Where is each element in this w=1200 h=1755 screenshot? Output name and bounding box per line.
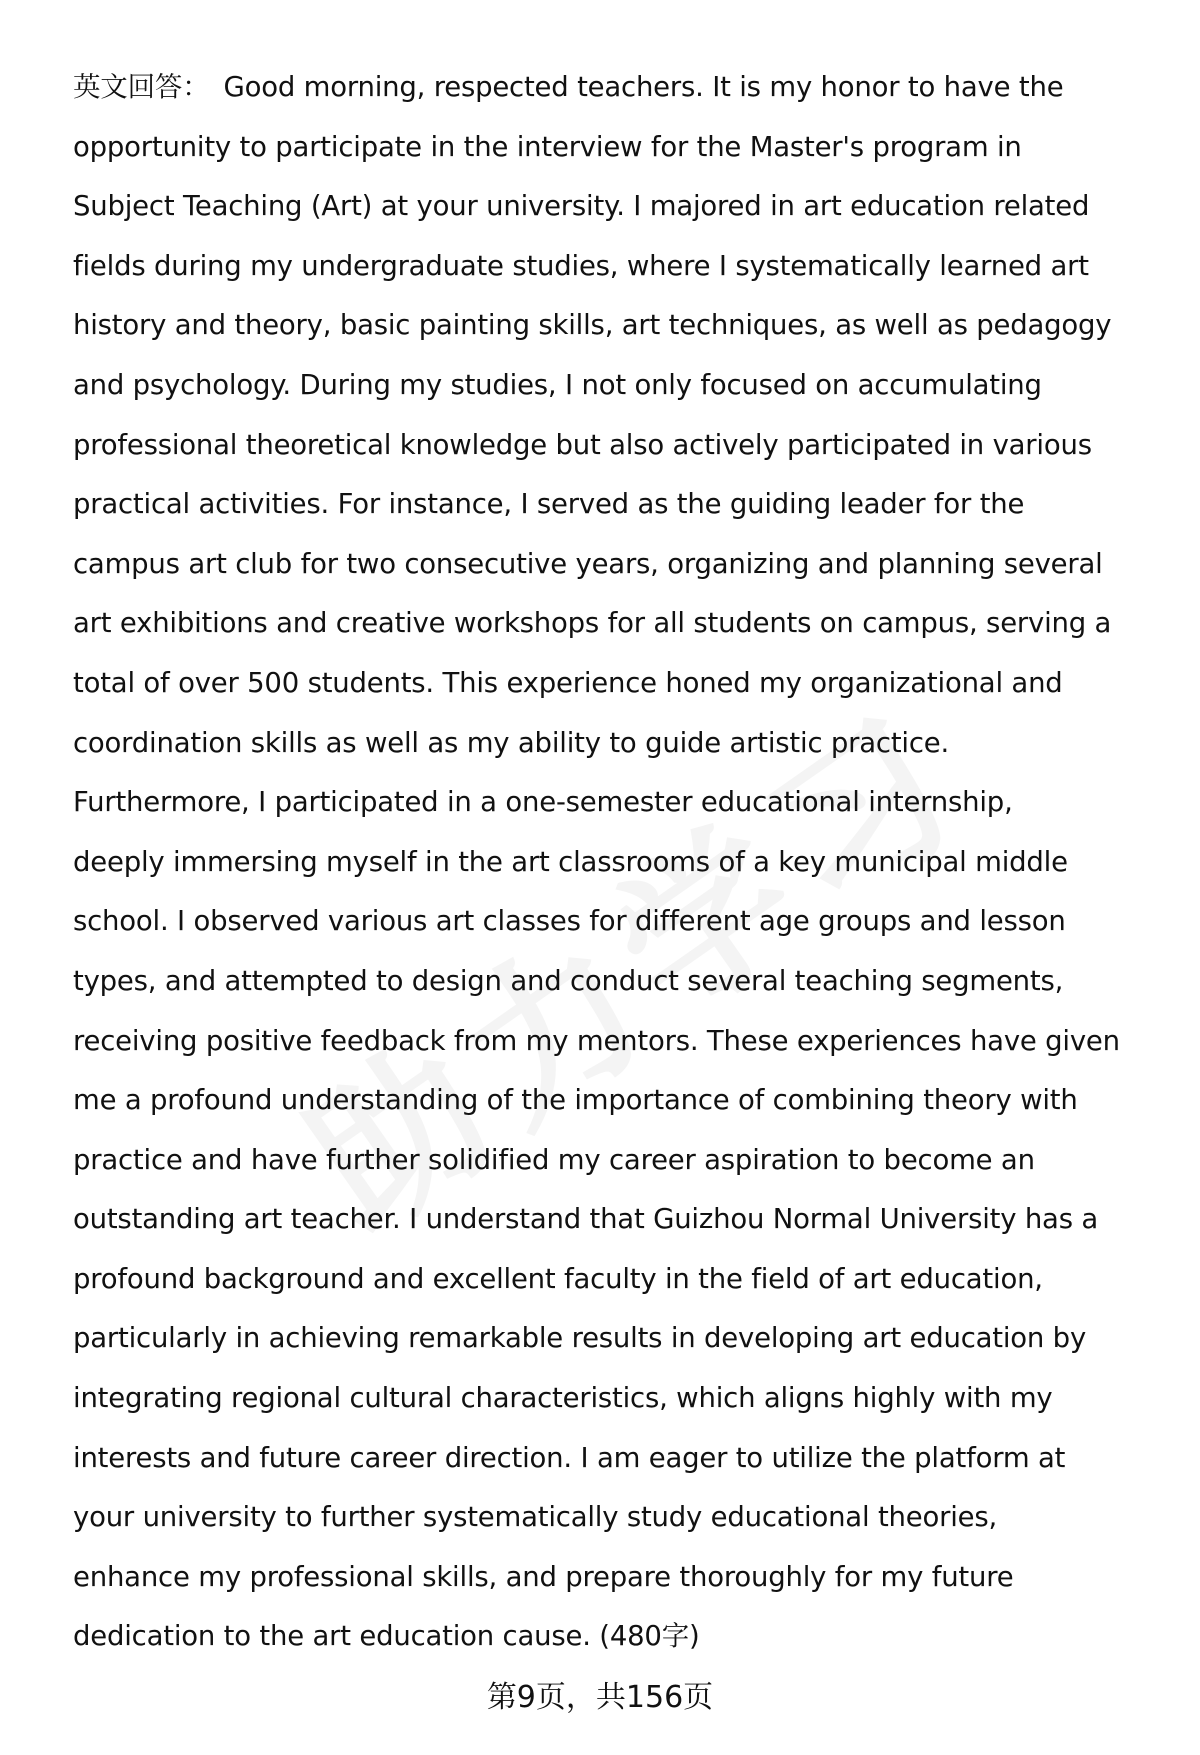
answer-label: 英文回答：	[73, 71, 210, 103]
text-line	[73, 58, 1158, 118]
text-line: fields during my undergraduate studies, where I systematically learned art	[73, 249, 1089, 282]
text-line: practice and have further solidified my career aspiration to become an	[73, 1143, 1035, 1176]
text-line: Subject Teaching (Art) at your university. I majored in art education related	[73, 190, 1090, 223]
text-line: practical activities. For instance, I served as the guiding leader for the	[73, 488, 1025, 521]
answer-paragraph	[73, 58, 1158, 1667]
text-line: campus art club for two consecutive years, organizing and planning several	[73, 547, 1103, 580]
text-line: your university to further systematically study educational theories,	[73, 1501, 998, 1534]
text-line: integrating regional cultural characteristics, which aligns highly with my	[73, 1382, 1053, 1415]
text-line: art exhibitions and creative workshops for all students on campus, serving a	[73, 607, 1112, 640]
text-line: coordination skills as well as my ability to guide artistic practice.	[73, 726, 950, 759]
text-line: school. I observed various art classes for different age groups and lesson	[73, 905, 1066, 938]
text-line: and psychology. During my studies, I not only focused on accumulating	[73, 368, 1042, 401]
text-line: outstanding art teacher. I understand that Guizhou Normal University has a	[73, 1203, 1099, 1236]
text-line: interests and future career direction. I am eager to utilize the platform at	[73, 1441, 1066, 1474]
text-line: professional theoretical knowledge but also actively participated in various	[73, 428, 1092, 461]
text-line: particularly in achieving remarkable results in developing art education by	[73, 1322, 1087, 1355]
text-line: Furthermore, I participated in a one-semester educational internship,	[73, 786, 1013, 819]
text-line: types, and attempted to design and conduct several teaching segments,	[73, 964, 1064, 997]
text-line: opportunity to participate in the interview for the Master's program in	[73, 130, 1022, 163]
text-line-content: Good morning, respected teachers. It is my honor to have the	[223, 71, 1064, 103]
text-line: dedication to the art education cause. (480字)	[73, 1620, 700, 1653]
text-line: profound background and excellent faculty in the field of art education,	[73, 1262, 1043, 1295]
text-line: me a profound understanding of the importance of combining theory with	[73, 1084, 1078, 1117]
text-line: enhance my professional skills, and prepare thoroughly for my future	[73, 1560, 1014, 1593]
text-line: total of over 500 students. This experience honed my organizational and	[73, 666, 1063, 699]
page-number-footer: 第9页，共156页	[486, 1680, 714, 1715]
text-line: receiving positive feedback from my mentors. These experiences have given	[73, 1024, 1120, 1057]
text-line: deeply immersing myself in the art classrooms of a key municipal middle	[73, 845, 1068, 878]
text-line: history and theory, basic painting skills, art techniques, as well as pedagogy	[73, 309, 1112, 342]
